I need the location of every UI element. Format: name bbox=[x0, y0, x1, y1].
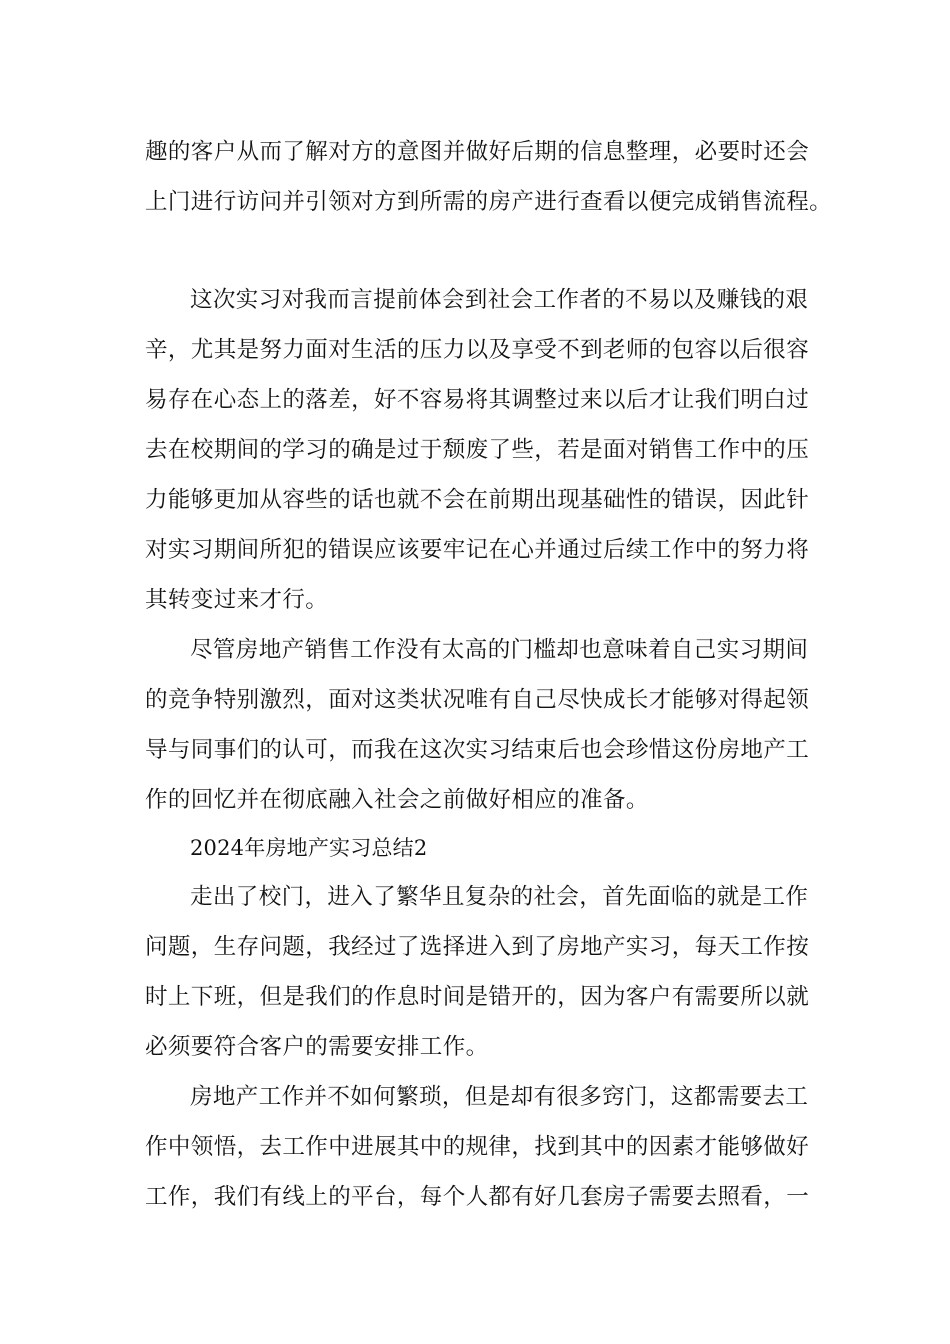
text-line: 对实习期间所犯的错误应该要牢记在心并通过后续工作中的努力将 bbox=[145, 537, 810, 563]
text-line: 工作，我们有线上的平台，每个人都有好几套房子需要去照看，一 bbox=[145, 1184, 810, 1210]
text-line: 问题，生存问题，我经过了选择进入到了房地产实习，每天工作按 bbox=[145, 934, 810, 960]
text-line: 导与同事们的认可，而我在这次实习结束后也会珍惜这份房地产工 bbox=[145, 737, 810, 763]
text-line: 这次实习对我而言提前体会到社会工作者的不易以及赚钱的艰 bbox=[190, 287, 809, 313]
section-heading: 2024年房地产实习总结2 bbox=[190, 836, 428, 860]
text-line: 其转变过来才行。 bbox=[145, 587, 329, 613]
text-line: 必须要符合客户的需要安排工作。 bbox=[145, 1034, 489, 1060]
text-line: 易存在心态上的落差，好不容易将其调整过来以后才让我们明白过 bbox=[145, 387, 810, 413]
text-line: 趣的客户从而了解对方的意图并做好后期的信息整理，必要时还会 bbox=[145, 139, 810, 165]
text-line: 房地产工作并不如何繁琐，但是却有很多窍门，这都需要去工 bbox=[190, 1084, 809, 1110]
text-line: 作中领悟，去工作中进展其中的规律，找到其中的因素才能够做好 bbox=[145, 1134, 810, 1160]
text-line: 力能够更加从容些的话也就不会在前期出现基础性的错误，因此针 bbox=[145, 487, 810, 513]
text-line: 辛，尤其是努力面对生活的压力以及享受不到老师的包容以后很容 bbox=[145, 337, 810, 363]
text-line: 作的回忆并在彻底融入社会之前做好相应的准备。 bbox=[145, 787, 649, 813]
text-line: 时上下班，但是我们的作息时间是错开的，因为客户有需要所以就 bbox=[145, 984, 810, 1010]
text-line: 尽管房地产销售工作没有太高的门槛却也意味着自己实习期间 bbox=[190, 637, 809, 663]
text-line: 走出了校门，进入了繁华且复杂的社会，首先面临的就是工作 bbox=[190, 884, 809, 910]
text-line: 上门进行访问并引领对方到所需的房产进行查看以便完成销售流程。 bbox=[145, 189, 833, 215]
text-line: 的竞争特别激烈，面对这类状况唯有自己尽快成长才能够对得起领 bbox=[145, 687, 810, 713]
text-line: 去在校期间的学习的确是过于颓废了些，若是面对销售工作中的压 bbox=[145, 437, 810, 463]
